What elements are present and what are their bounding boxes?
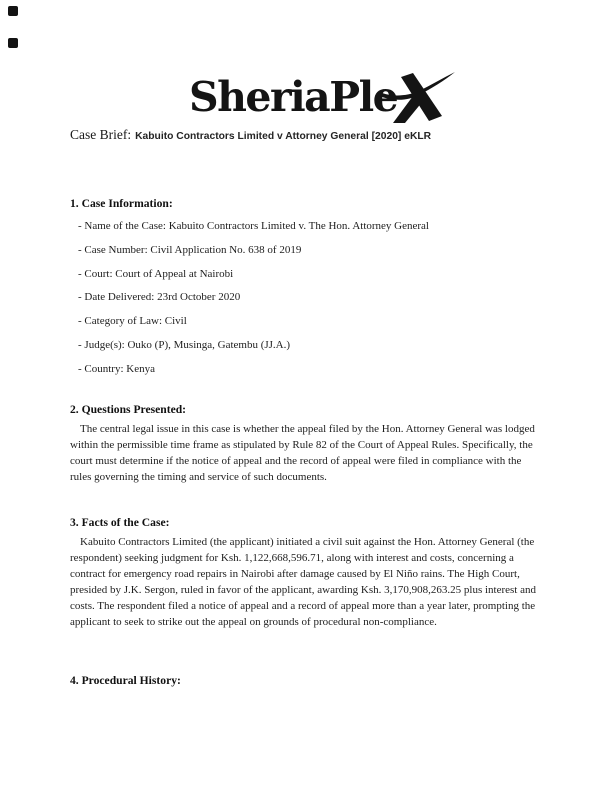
logo-x-icon [382, 72, 456, 124]
corner-mark-icon [8, 6, 18, 16]
case-brief-label: Case Brief: [70, 127, 132, 142]
section-heading-facts-of-the-case: 3. Facts of the Case: [70, 516, 170, 529]
list-item: - Country: Kenya [78, 362, 155, 375]
logo-wordmark: SheriaPle [189, 73, 398, 121]
list-item: - Category of Law: Civil [78, 315, 187, 328]
corner-mark-icon [8, 38, 18, 48]
questions-presented-paragraph: The central legal issue in this case is whether the appeal filed by the Hon. Attorney General was lodged within the permissible time frame as stipulated by Rule 82 of the Court of Appeal Rules. Specifically, the court must determine if the notice of appeal and the record of appeal were filed in compliance with the rules governing the timing and service of such documents. [70, 423, 535, 483]
list-item: - Court: Court of Appeal at Nairobi [78, 267, 234, 280]
list-item: - Case Number: Civil Application No. 638 of 2019 [78, 243, 302, 256]
facts-of-the-case-paragraph: Kabuito Contractors Limited (the applicant) initiated a civil suit against the Hon. Attorney General (the respondent) seeking judgment for Ksh. 1,122,668,596.71, along with interest and costs, concerning a contract for emergency road repairs in Nairobi after damage caused by El Niño rains. The High Court, presided by J.K. Sergon, ruled in favor of the applicant, awarding Ksh. 3,170,908,263.25 plus interest and costs. The respondent filed a notice of appeal and a record of appeal more than a year later, prompting the applicant to seek to strike out the appeal on grounds of procedural non-compliance. [70, 536, 536, 628]
list-item: - Name of the Case: Kabuito Contractors Limited v. The Hon. Attorney General [78, 220, 429, 232]
case-brief-title: Kabuito Contractors Limited v Attorney General [2020] eKLR [135, 131, 432, 142]
case-information-list [78, 215, 429, 382]
section-heading-case-information: 1. Case Information: [70, 197, 173, 210]
section-heading-procedural-history: 4. Procedural History: [70, 674, 181, 687]
list-item: - Date Delivered: 23rd October 2020 [78, 291, 241, 304]
section-heading-questions-presented: 2. Questions Presented: [70, 403, 187, 416]
list-item: - Judge(s): Ouko (P), Musinga, Gatembu (JJ.A.) [78, 338, 291, 351]
doc-header [70, 126, 431, 144]
sheriaplex-logo [189, 71, 456, 124]
